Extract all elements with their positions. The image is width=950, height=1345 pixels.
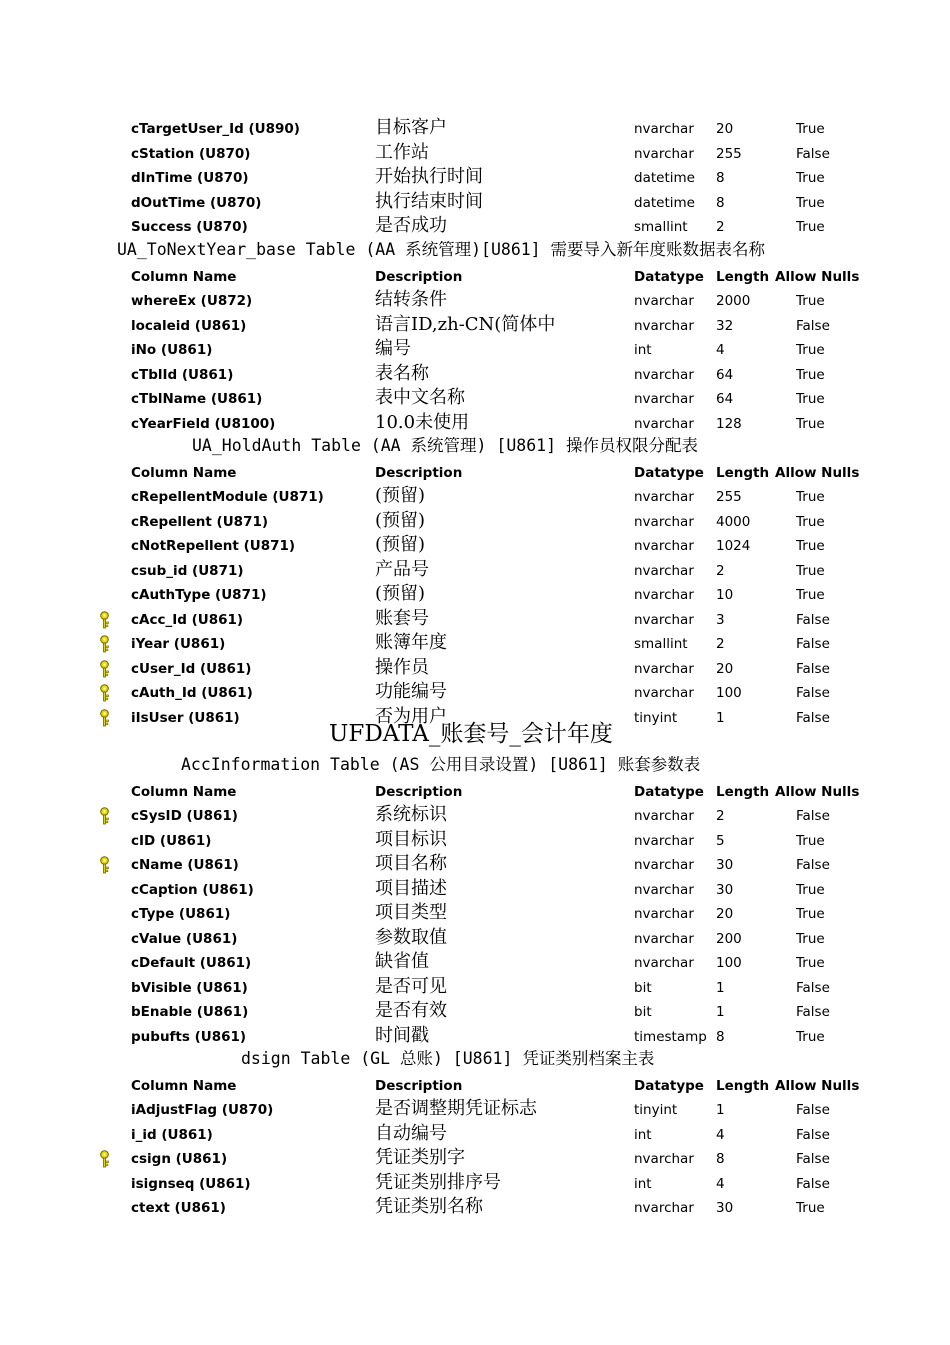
column-allow-nulls: False bbox=[796, 685, 830, 702]
column-length: 128 bbox=[716, 415, 742, 432]
column-datatype: nvarchar bbox=[634, 930, 694, 947]
table-row bbox=[0, 510, 950, 534]
column-length: 1 bbox=[716, 1004, 725, 1021]
column-description: 10.0未使用 bbox=[375, 411, 470, 433]
column-datatype: bit bbox=[634, 1004, 652, 1021]
column-description: 目标客户 bbox=[375, 117, 447, 138]
column-datatype: datetime bbox=[634, 170, 695, 187]
column-allow-nulls: False bbox=[796, 1151, 830, 1168]
column-allow-nulls: False bbox=[796, 857, 830, 874]
table-row bbox=[0, 853, 950, 877]
column-datatype: timestamp bbox=[634, 1028, 707, 1045]
column-description: 功能编号 bbox=[375, 681, 447, 703]
table-row bbox=[0, 902, 950, 926]
column-length: 100 bbox=[716, 955, 742, 972]
column-length: 10 bbox=[716, 587, 734, 604]
column-length: 20 bbox=[716, 660, 734, 677]
column-datatype: nvarchar bbox=[634, 317, 694, 334]
column-name: csign (U861) bbox=[131, 1151, 228, 1168]
column-allow-nulls: True bbox=[796, 587, 825, 604]
table-row bbox=[0, 117, 950, 141]
header-length: Length bbox=[716, 1078, 770, 1094]
column-allow-nulls: True bbox=[796, 881, 825, 898]
column-length: 4 bbox=[716, 1126, 725, 1143]
table-row bbox=[0, 559, 950, 583]
table-row bbox=[0, 583, 950, 607]
table-row bbox=[0, 878, 950, 902]
column-datatype: int bbox=[634, 342, 652, 359]
column-datatype: nvarchar bbox=[634, 1151, 694, 1168]
column-allow-nulls: True bbox=[796, 538, 825, 555]
column-length: 8 bbox=[716, 170, 725, 187]
column-datatype: nvarchar bbox=[634, 832, 694, 849]
column-allow-nulls: True bbox=[796, 366, 825, 383]
table-row bbox=[0, 1098, 950, 1122]
column-allow-nulls: False bbox=[796, 1004, 830, 1021]
primary-key-icon bbox=[98, 635, 111, 653]
column-datatype: tinyint bbox=[634, 1102, 678, 1118]
table-row bbox=[0, 191, 950, 215]
header-description: Description bbox=[375, 269, 463, 285]
column-datatype: nvarchar bbox=[634, 611, 694, 628]
column-description: 项目描述 bbox=[375, 877, 447, 899]
column-allow-nulls: True bbox=[796, 906, 825, 923]
column-description: 账簿年度 bbox=[375, 632, 447, 654]
column-length: 1024 bbox=[716, 538, 751, 555]
header-column-name: Column Name bbox=[131, 1078, 237, 1094]
column-length: 4 bbox=[716, 1175, 725, 1192]
column-datatype: bit bbox=[634, 979, 652, 996]
column-length: 2000 bbox=[716, 293, 751, 309]
column-allow-nulls: True bbox=[796, 391, 825, 408]
column-length: 8 bbox=[716, 1028, 725, 1045]
header-column-name: Column Name bbox=[131, 269, 237, 285]
column-description: 语言ID,zh-CN(简体中 bbox=[375, 313, 556, 335]
column-length: 32 bbox=[716, 317, 734, 334]
column-header-row bbox=[0, 780, 950, 804]
column-datatype: nvarchar bbox=[634, 513, 694, 530]
header-column-name: Column Name bbox=[131, 784, 237, 800]
table-title: dsign Table (GL 总账) [U861] 凭证类别档案主表 bbox=[241, 1049, 655, 1068]
column-name: cName (U861) bbox=[131, 857, 239, 874]
table-row bbox=[0, 608, 950, 632]
primary-key-icon bbox=[98, 611, 111, 629]
column-name: cUser_Id (U861) bbox=[131, 660, 252, 677]
column-datatype: smallint bbox=[634, 219, 688, 236]
column-name: pubufts (U861) bbox=[131, 1028, 247, 1045]
primary-key-icon bbox=[98, 1150, 111, 1168]
column-datatype: nvarchar bbox=[634, 391, 694, 408]
column-name: iYear (U861) bbox=[131, 636, 226, 653]
column-datatype: nvarchar bbox=[634, 366, 694, 383]
table-row bbox=[0, 363, 950, 387]
primary-key-icon bbox=[98, 856, 111, 874]
column-description: (预留) bbox=[375, 509, 426, 531]
column-length: 3 bbox=[716, 611, 725, 628]
column-description: 工作站 bbox=[375, 141, 429, 163]
column-datatype: nvarchar bbox=[634, 562, 694, 579]
column-name: cRepellentModule (U871) bbox=[131, 489, 324, 505]
column-description: 否为用户 bbox=[375, 705, 447, 727]
column-description: 表名称 bbox=[375, 362, 429, 384]
column-description: 是否有效 bbox=[375, 1000, 447, 1022]
column-allow-nulls: False bbox=[796, 317, 830, 334]
column-datatype: nvarchar bbox=[634, 955, 694, 972]
column-name: cNotRepellent (U871) bbox=[131, 538, 296, 555]
column-allow-nulls: False bbox=[796, 1175, 830, 1192]
column-description: 账套号 bbox=[375, 607, 429, 629]
column-name: cID (U861) bbox=[131, 832, 212, 849]
column-allow-nulls: False bbox=[796, 709, 830, 726]
column-name: cDefault (U861) bbox=[131, 955, 252, 972]
table-row bbox=[0, 1025, 950, 1049]
column-description: 参数取值 bbox=[375, 926, 447, 948]
column-length: 64 bbox=[716, 366, 734, 383]
column-description: 项目标识 bbox=[375, 828, 447, 850]
table-row bbox=[0, 338, 950, 362]
column-datatype: nvarchar bbox=[634, 415, 694, 432]
column-allow-nulls: True bbox=[796, 219, 825, 236]
column-datatype: datetime bbox=[634, 194, 695, 211]
column-allow-nulls: True bbox=[796, 930, 825, 947]
column-description: 表中文名称 bbox=[375, 387, 465, 409]
column-length: 5 bbox=[716, 832, 725, 849]
table-row bbox=[0, 387, 950, 411]
column-description: 产品号 bbox=[375, 558, 429, 580]
column-name: bEnable (U861) bbox=[131, 1004, 249, 1021]
column-allow-nulls: False bbox=[796, 808, 830, 824]
column-length: 255 bbox=[716, 489, 742, 505]
column-description: (预留) bbox=[375, 583, 426, 605]
column-name: cRepellent (U871) bbox=[131, 513, 269, 530]
column-description: 缺省值 bbox=[375, 951, 429, 973]
column-name: ctext (U861) bbox=[131, 1200, 226, 1217]
header-datatype: Datatype bbox=[634, 1078, 704, 1094]
header-datatype: Datatype bbox=[634, 465, 704, 481]
table-row bbox=[0, 951, 950, 975]
header-description: Description bbox=[375, 784, 463, 800]
column-description: 开始执行时间 bbox=[375, 166, 483, 188]
column-name: cAcc_Id (U861) bbox=[131, 611, 244, 628]
column-description: 项目类型 bbox=[375, 902, 447, 924]
column-allow-nulls: False bbox=[796, 979, 830, 996]
column-length: 30 bbox=[716, 1200, 734, 1217]
column-name: cAuthType (U871) bbox=[131, 587, 267, 604]
table-row bbox=[0, 1000, 950, 1024]
header-length: Length bbox=[716, 269, 770, 285]
column-length: 1 bbox=[716, 1102, 725, 1118]
column-description: 编号 bbox=[375, 338, 411, 360]
column-name: cValue (U861) bbox=[131, 930, 238, 947]
column-allow-nulls: True bbox=[796, 832, 825, 849]
column-datatype: tinyint bbox=[634, 709, 678, 726]
column-name: cTblId (U861) bbox=[131, 366, 234, 383]
column-length: 8 bbox=[716, 1151, 725, 1168]
table-row bbox=[0, 632, 950, 656]
column-datatype: nvarchar bbox=[634, 808, 694, 824]
column-description: 执行结束时间 bbox=[375, 190, 483, 212]
header-allow-nulls: Allow Nulls bbox=[775, 269, 860, 285]
primary-key-icon bbox=[98, 684, 111, 702]
column-datatype: nvarchar bbox=[634, 587, 694, 604]
table-title: UA_HoldAuth Table (AA 系统管理) [U861] 操作员权限分配表 bbox=[192, 436, 698, 455]
column-name: isignseq (U861) bbox=[131, 1175, 251, 1192]
column-datatype: nvarchar bbox=[634, 660, 694, 677]
header-length: Length bbox=[716, 465, 770, 481]
column-length: 1 bbox=[716, 709, 725, 726]
primary-key-icon bbox=[98, 709, 111, 727]
column-datatype: nvarchar bbox=[634, 145, 694, 162]
column-length: 2 bbox=[716, 808, 725, 824]
database-title: UFDATA_账套号_会计年度 bbox=[329, 721, 613, 747]
column-description: 结转条件 bbox=[375, 289, 447, 310]
column-name: cStation (U870) bbox=[131, 145, 251, 162]
column-length: 2 bbox=[716, 636, 725, 653]
column-name: dOutTime (U870) bbox=[131, 194, 262, 211]
column-allow-nulls: False bbox=[796, 611, 830, 628]
column-datatype: nvarchar bbox=[634, 1200, 694, 1217]
column-description: 凭证类别字 bbox=[375, 1147, 465, 1169]
column-length: 20 bbox=[716, 121, 734, 137]
column-length: 2 bbox=[716, 219, 725, 236]
column-name: iAdjustFlag (U870) bbox=[131, 1102, 274, 1118]
column-datatype: nvarchar bbox=[634, 489, 694, 505]
column-name: i_id (U861) bbox=[131, 1126, 213, 1143]
column-datatype: int bbox=[634, 1175, 652, 1192]
column-name: cSysID (U861) bbox=[131, 808, 238, 824]
primary-key-icon bbox=[98, 807, 111, 825]
column-name: cYearField (U8100) bbox=[131, 415, 276, 432]
column-length: 30 bbox=[716, 857, 734, 874]
column-length: 30 bbox=[716, 881, 734, 898]
column-allow-nulls: True bbox=[796, 121, 825, 137]
column-description: 凭证类别排序号 bbox=[375, 1171, 501, 1193]
column-length: 20 bbox=[716, 906, 734, 923]
table-row bbox=[0, 829, 950, 853]
column-length: 4000 bbox=[716, 513, 751, 530]
column-allow-nulls: True bbox=[796, 562, 825, 579]
column-description: 项目名称 bbox=[375, 853, 447, 875]
column-allow-nulls: False bbox=[796, 660, 830, 677]
column-name: cAuth_Id (U861) bbox=[131, 685, 253, 702]
column-allow-nulls: True bbox=[796, 1028, 825, 1045]
header-allow-nulls: Allow Nulls bbox=[775, 1078, 860, 1094]
column-allow-nulls: True bbox=[796, 489, 825, 505]
column-name: Success (U870) bbox=[131, 219, 248, 236]
header-allow-nulls: Allow Nulls bbox=[775, 465, 860, 481]
table-row bbox=[0, 1196, 950, 1220]
table-row bbox=[0, 976, 950, 1000]
column-header-row bbox=[0, 461, 950, 485]
header-length: Length bbox=[716, 784, 770, 800]
column-description: 操作员 bbox=[375, 656, 429, 678]
column-datatype: nvarchar bbox=[634, 857, 694, 874]
column-name: iIsUser (U861) bbox=[131, 709, 240, 726]
column-name: iNo (U861) bbox=[131, 342, 213, 359]
column-datatype: nvarchar bbox=[634, 293, 694, 309]
header-description: Description bbox=[375, 465, 463, 481]
column-description: (预留) bbox=[375, 534, 426, 556]
column-name: whereEx (U872) bbox=[131, 293, 253, 309]
header-datatype: Datatype bbox=[634, 269, 704, 285]
column-length: 2 bbox=[716, 562, 725, 579]
column-name: cType (U861) bbox=[131, 906, 231, 923]
column-header-row bbox=[0, 265, 950, 289]
column-length: 100 bbox=[716, 685, 742, 702]
column-allow-nulls: True bbox=[796, 293, 825, 309]
column-description: 时间戳 bbox=[375, 1024, 429, 1046]
column-length: 200 bbox=[716, 930, 742, 947]
column-allow-nulls: True bbox=[796, 513, 825, 530]
table-row bbox=[0, 1172, 950, 1196]
column-description: 凭证类别名称 bbox=[375, 1196, 483, 1218]
column-name: dInTime (U870) bbox=[131, 170, 249, 187]
column-allow-nulls: True bbox=[796, 342, 825, 359]
table-row bbox=[0, 142, 950, 166]
column-datatype: nvarchar bbox=[634, 121, 694, 137]
primary-key-icon bbox=[98, 660, 111, 678]
table-row bbox=[0, 657, 950, 681]
column-name: localeid (U861) bbox=[131, 317, 247, 334]
table-row bbox=[0, 534, 950, 558]
column-description: 自动编号 bbox=[375, 1122, 447, 1144]
column-name: bVisible (U861) bbox=[131, 979, 248, 996]
column-length: 4 bbox=[716, 342, 725, 359]
column-name: csub_id (U871) bbox=[131, 562, 244, 579]
table-row bbox=[0, 927, 950, 951]
column-datatype: smallint bbox=[634, 636, 688, 653]
column-name: cTargetUser_Id (U890) bbox=[131, 121, 300, 137]
column-description: 是否可见 bbox=[375, 975, 447, 997]
table-title: AccInformation Table (AS 公用目录设置) [U861] 账套参数表 bbox=[181, 755, 701, 774]
column-length: 1 bbox=[716, 979, 725, 996]
column-description: (预留) bbox=[375, 485, 426, 506]
column-datatype: nvarchar bbox=[634, 685, 694, 702]
table-row bbox=[0, 804, 950, 828]
column-allow-nulls: True bbox=[796, 194, 825, 211]
table-row bbox=[0, 166, 950, 190]
table-row bbox=[0, 412, 950, 436]
column-datatype: nvarchar bbox=[634, 538, 694, 555]
column-allow-nulls: False bbox=[796, 636, 830, 653]
column-allow-nulls: True bbox=[796, 170, 825, 187]
column-length: 255 bbox=[716, 145, 742, 162]
column-description: 是否成功 bbox=[375, 215, 447, 237]
column-allow-nulls: False bbox=[796, 1102, 830, 1118]
column-description: 系统标识 bbox=[375, 804, 447, 825]
table-row bbox=[0, 1147, 950, 1171]
table-row bbox=[0, 289, 950, 313]
column-allow-nulls: False bbox=[796, 145, 830, 162]
column-allow-nulls: True bbox=[796, 1200, 825, 1217]
header-allow-nulls: Allow Nulls bbox=[775, 784, 860, 800]
header-datatype: Datatype bbox=[634, 784, 704, 800]
header-column-name: Column Name bbox=[131, 465, 237, 481]
column-datatype: nvarchar bbox=[634, 881, 694, 898]
column-length: 8 bbox=[716, 194, 725, 211]
column-name: cCaption (U861) bbox=[131, 881, 254, 898]
table-title: UA_ToNextYear_base Table (AA 系统管理)[U861] 需要导入新年度账数据表名称 bbox=[117, 240, 766, 259]
column-datatype: nvarchar bbox=[634, 906, 694, 923]
column-length: 64 bbox=[716, 391, 734, 408]
table-row bbox=[0, 681, 950, 705]
column-allow-nulls: True bbox=[796, 955, 825, 972]
column-name: cTblName (U861) bbox=[131, 391, 263, 408]
table-row bbox=[0, 1123, 950, 1147]
column-description: 是否调整期凭证标志 bbox=[375, 1098, 537, 1119]
table-row bbox=[0, 485, 950, 509]
table-row bbox=[0, 215, 950, 239]
column-header-row bbox=[0, 1074, 950, 1098]
table-row bbox=[0, 314, 950, 338]
column-datatype: int bbox=[634, 1126, 652, 1143]
column-allow-nulls: False bbox=[796, 1126, 830, 1143]
column-allow-nulls: True bbox=[796, 415, 825, 432]
header-description: Description bbox=[375, 1078, 463, 1094]
